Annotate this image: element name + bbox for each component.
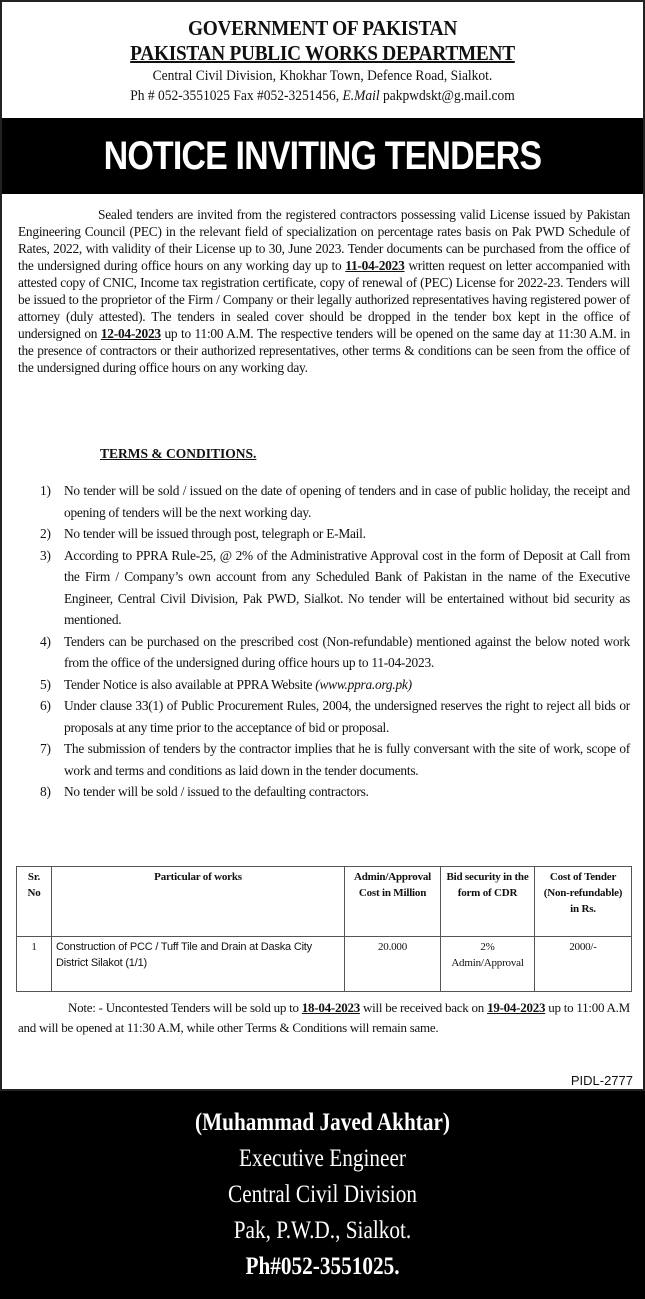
notice-title: NOTICE INVITING TENDERS [103,134,542,178]
term-number: 3) [40,547,51,563]
submission-date: 12-04-2023 [100,326,161,341]
note-text: will be received back on [359,1000,488,1015]
designation: Executive Engineer [239,1145,406,1172]
table-row [17,937,632,992]
term-item [40,695,630,738]
term-text: No tender will be sold / issued on the date of opening of tenders and in case of public holiday, the receipt and opening of tenders will be the next working day. [64,483,630,520]
term-item [40,523,630,545]
signatory-name: (Muhammad Javed Akhtar) [194,1109,450,1136]
received-date: 19-04-2023 [487,1000,546,1015]
ppra-website-link[interactable]: (www.ppra.org.pk) [315,676,412,692]
address: Central Civil Division, Khokhar Town, Defence Road, Sialkot. [152,68,493,84]
col-sr-no: Sr. No [17,867,52,937]
purchase-deadline: 11-04-2023 [345,258,405,273]
office: Pak, P.W.D., Sialkot. [233,1217,412,1244]
header [2,2,643,106]
term-number: 8) [40,784,51,799]
term-text: Tenders can be purchased on the prescribed cost (Non-refundable) mentioned against the below noted work from the office of the undersigned during office hours up to 11-04-2023. [64,633,630,670]
contact [34,86,611,106]
signature-block [0,1105,645,1285]
para-text: up to 11:00 A.M. The respective tenders will be opened on the same day at 11:30 A.M. in the presence of contractors or their authorized representatives, other terms & conditions can be seen from the office of the undersigned during office hours on any working day. [18,326,630,375]
notice-title-bar [2,118,643,194]
para-text: Sealed tenders are invited from the registered contractors possessing valid License issued by Pakistan Engineering Council (PEC) in the relevant field of specialization on percentage rates basis on Pak PWD Schedule of Rates, 2022, with validity of their License up to 30, June 2023. Tender documents can be purchased from the office of the undersigned during office hours on any working day up to [18,207,630,273]
cell-bid-security: 2% Admin/Approval [441,937,535,992]
government-title: GOVERNMENT OF PAKISTAN [187,16,458,40]
term-text: No tender will be issued through post, telegraph or E-Mail. [64,526,366,541]
term-item [40,781,630,803]
division: Central Civil Division [228,1181,417,1208]
term-number: 4) [40,633,51,649]
cell-tender-cost: 2000/- [535,937,632,992]
phone-fax: Ph # 052-3551025 Fax #052-3251456, [130,88,343,104]
term-item [40,674,630,696]
col-bid-security: Bid security in the form of CDR [441,867,535,937]
sold-date: 18-04-2023 [301,1000,360,1015]
department-title: PAKISTAN PUBLIC WORKS DEPARTMENT [130,41,515,65]
note [18,998,630,1038]
term-item [40,545,630,631]
note-text: Note: - Uncontested Tenders will be sold up to [68,1000,302,1015]
term-text: Tender Notice is also available at PPRA Website [64,676,316,692]
para-text: written request on letter accompanied with attested copy of CNIC, Income tax registration certificate, copy of renewal of (PEC) License for 2022-23. Tenders will be issued to the proprietor of the Firm / Company or their legally authorized representatives having registered power of attorney (duly attested). The tenders in sealed cover should be dropped in the tender box kept in the office of undersigned on [18,258,630,341]
col-cost: Admin/Approval Cost in Million [345,867,441,937]
cell-work: Construction of PCC / Tuff Tile and Drain at Daska City District Silakot (1/1) [52,937,345,992]
note-text: up to 11:00 A.M and will be opened at 11:30 A.M, while other Terms & Conditions will remain same. [18,1000,630,1035]
term-text: According to PPRA Rule-25, @ 2% of the Administrative Approval cost in the form of Deposit at Call from the Firm / Company’s own account from any Scheduled Bank of Pakistan in the name of the Executive Engineer, Central Civil Division, Pak PWD, Sialkot. No tender will be entertained without bid security as mentioned. [64,547,630,627]
term-number: 1) [40,483,51,498]
phone: Ph#052-3551025. [245,1253,400,1280]
term-number: 6) [40,698,51,713]
cell-cost: 20.000 [345,937,441,992]
email: pakpwdskt@g.mail.com [379,88,515,104]
term-number: 5) [40,676,51,692]
reference-number: PIDL-2777 [570,1073,633,1088]
term-text: Under clause 33(1) of Public Procurement Rules, 2004, the undersigned reserves the right to reject all bids or proposals at any time prior to the acceptance of bid or proposal. [64,698,630,735]
cell-sr: 1 [17,937,52,992]
term-number: 7) [40,741,51,756]
email-label: E.Mail [342,88,380,104]
term-item [40,631,630,674]
terms-heading: TERMS & CONDITIONS. [100,446,257,461]
table-header-row [17,867,632,937]
term-text: The submission of tenders by the contractor implies that he is fully conversant with the site of work, scope of work and terms and conditions as laid down in the tender documents. [64,741,630,778]
term-text: No tender will be sold / issued to the defaulting contractors. [64,784,369,799]
term-item [40,738,630,781]
terms-list [40,480,630,803]
intro-paragraph [18,206,630,376]
col-particular: Particular of works [52,867,345,937]
term-number: 2) [40,526,51,541]
col-tender-cost: Cost of Tender (Non-refundable) in Rs. [535,867,632,937]
term-item [40,480,630,523]
works-table [16,866,632,992]
